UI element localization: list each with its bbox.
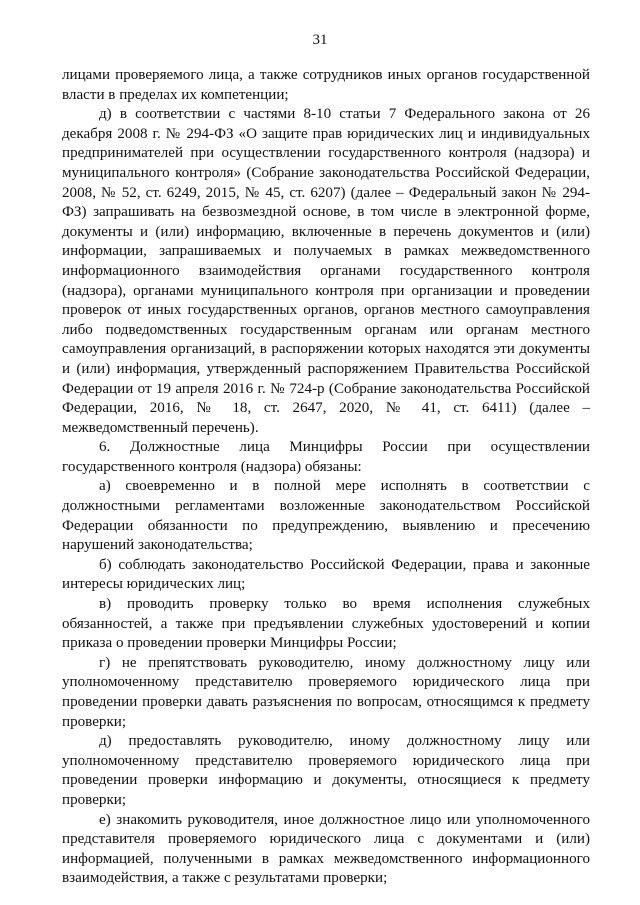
document-body [62, 66, 590, 889]
page-number: 31 [312, 32, 328, 48]
paragraph-item-a: а) своевременно и в полной мере исполнять в соответствии с должностными регламентами возложенные законодательством Российской Федерации обязанности по предупреждению, выявлению и пресечению нарушений законодательства; [62, 478, 590, 554]
paragraph-item-g: г) не препятствовать руководителю, иному должностному лицу или уполномоченному представителю проверяемого юридического лица при проведении проверки давать разъяснения по вопросам, относящимся к предмету проверки; [62, 654, 590, 730]
paragraph-continuation: лицами проверяемого лица, а также сотрудников иных органов государственной власти в пределах их компетенции; [62, 67, 590, 103]
paragraph-item-d: д) в соответствии с частями 8-10 статьи 7 Федерального закона от 26 декабря 2008 г. № 294-ФЗ «О защите прав юридических лиц и индивидуальных предпринимателей при осуществлении государственного контроля (надзора) и муниципального контроля» (Собрание законодательства Российской Федерации, 2008, № 52, ст. 6249, 2015, № 45, ст. 6207) (далее – Федеральный закон № 294-ФЗ) запрашивать на безвозмездной основе, в том числе в электронной форме, документы и (или) информацию, включенные в перечень документов и (или) информации, запрашиваемых и получаемых в рамках межведомственного информационного взаимодействия органами государственного контроля (надзора), органами муниципального контроля при организации и проведении проверок от иных государственных органов, органов местного самоуправления либо подведомственных государственным органам или органам местного самоуправления организаций, в распоряжении которых находятся эти документы и (или) информация, утвержденный распоряжением Правительства Российской Федерации от 19 апреля 2016 г. № 724-р (Собрание законодательства Российской Федерации, 2016, № 18, ст. 2647, 2020, № 41, ст. 6411) (далее – межведомственный перечень). [62, 106, 590, 436]
paragraph-item-b: б) соблюдать законодательство Российской Федерации, права и законные интересы юридических лиц; [62, 556, 590, 593]
paragraph-clause-6: 6. Должностные лица Минцифры России при осуществлении государственного контроля (надзора) обязаны: [62, 439, 590, 475]
paragraph-item-e: е) знакомить руководителя, иное должностное лицо или уполномоченного представителя проверяемого юридического лица с документами и (или) информацией, полученными в рамках межведомственного информационного взаимодействия, а также с результатами проверки; [62, 811, 590, 887]
paragraph-item-v: в) проводить проверку только во время исполнения служебных обязанностей, а также при предъявлении служебных удостоверений и копии приказа о проведении проверки Минцифры России; [62, 596, 590, 652]
paragraph-item-d2: д) предоставлять руководителю, иному должностному лицу или уполномоченному представителю проверяемого юридического лица при проведении проверки информацию и документы, относящиеся к предмету проверки; [62, 733, 590, 808]
